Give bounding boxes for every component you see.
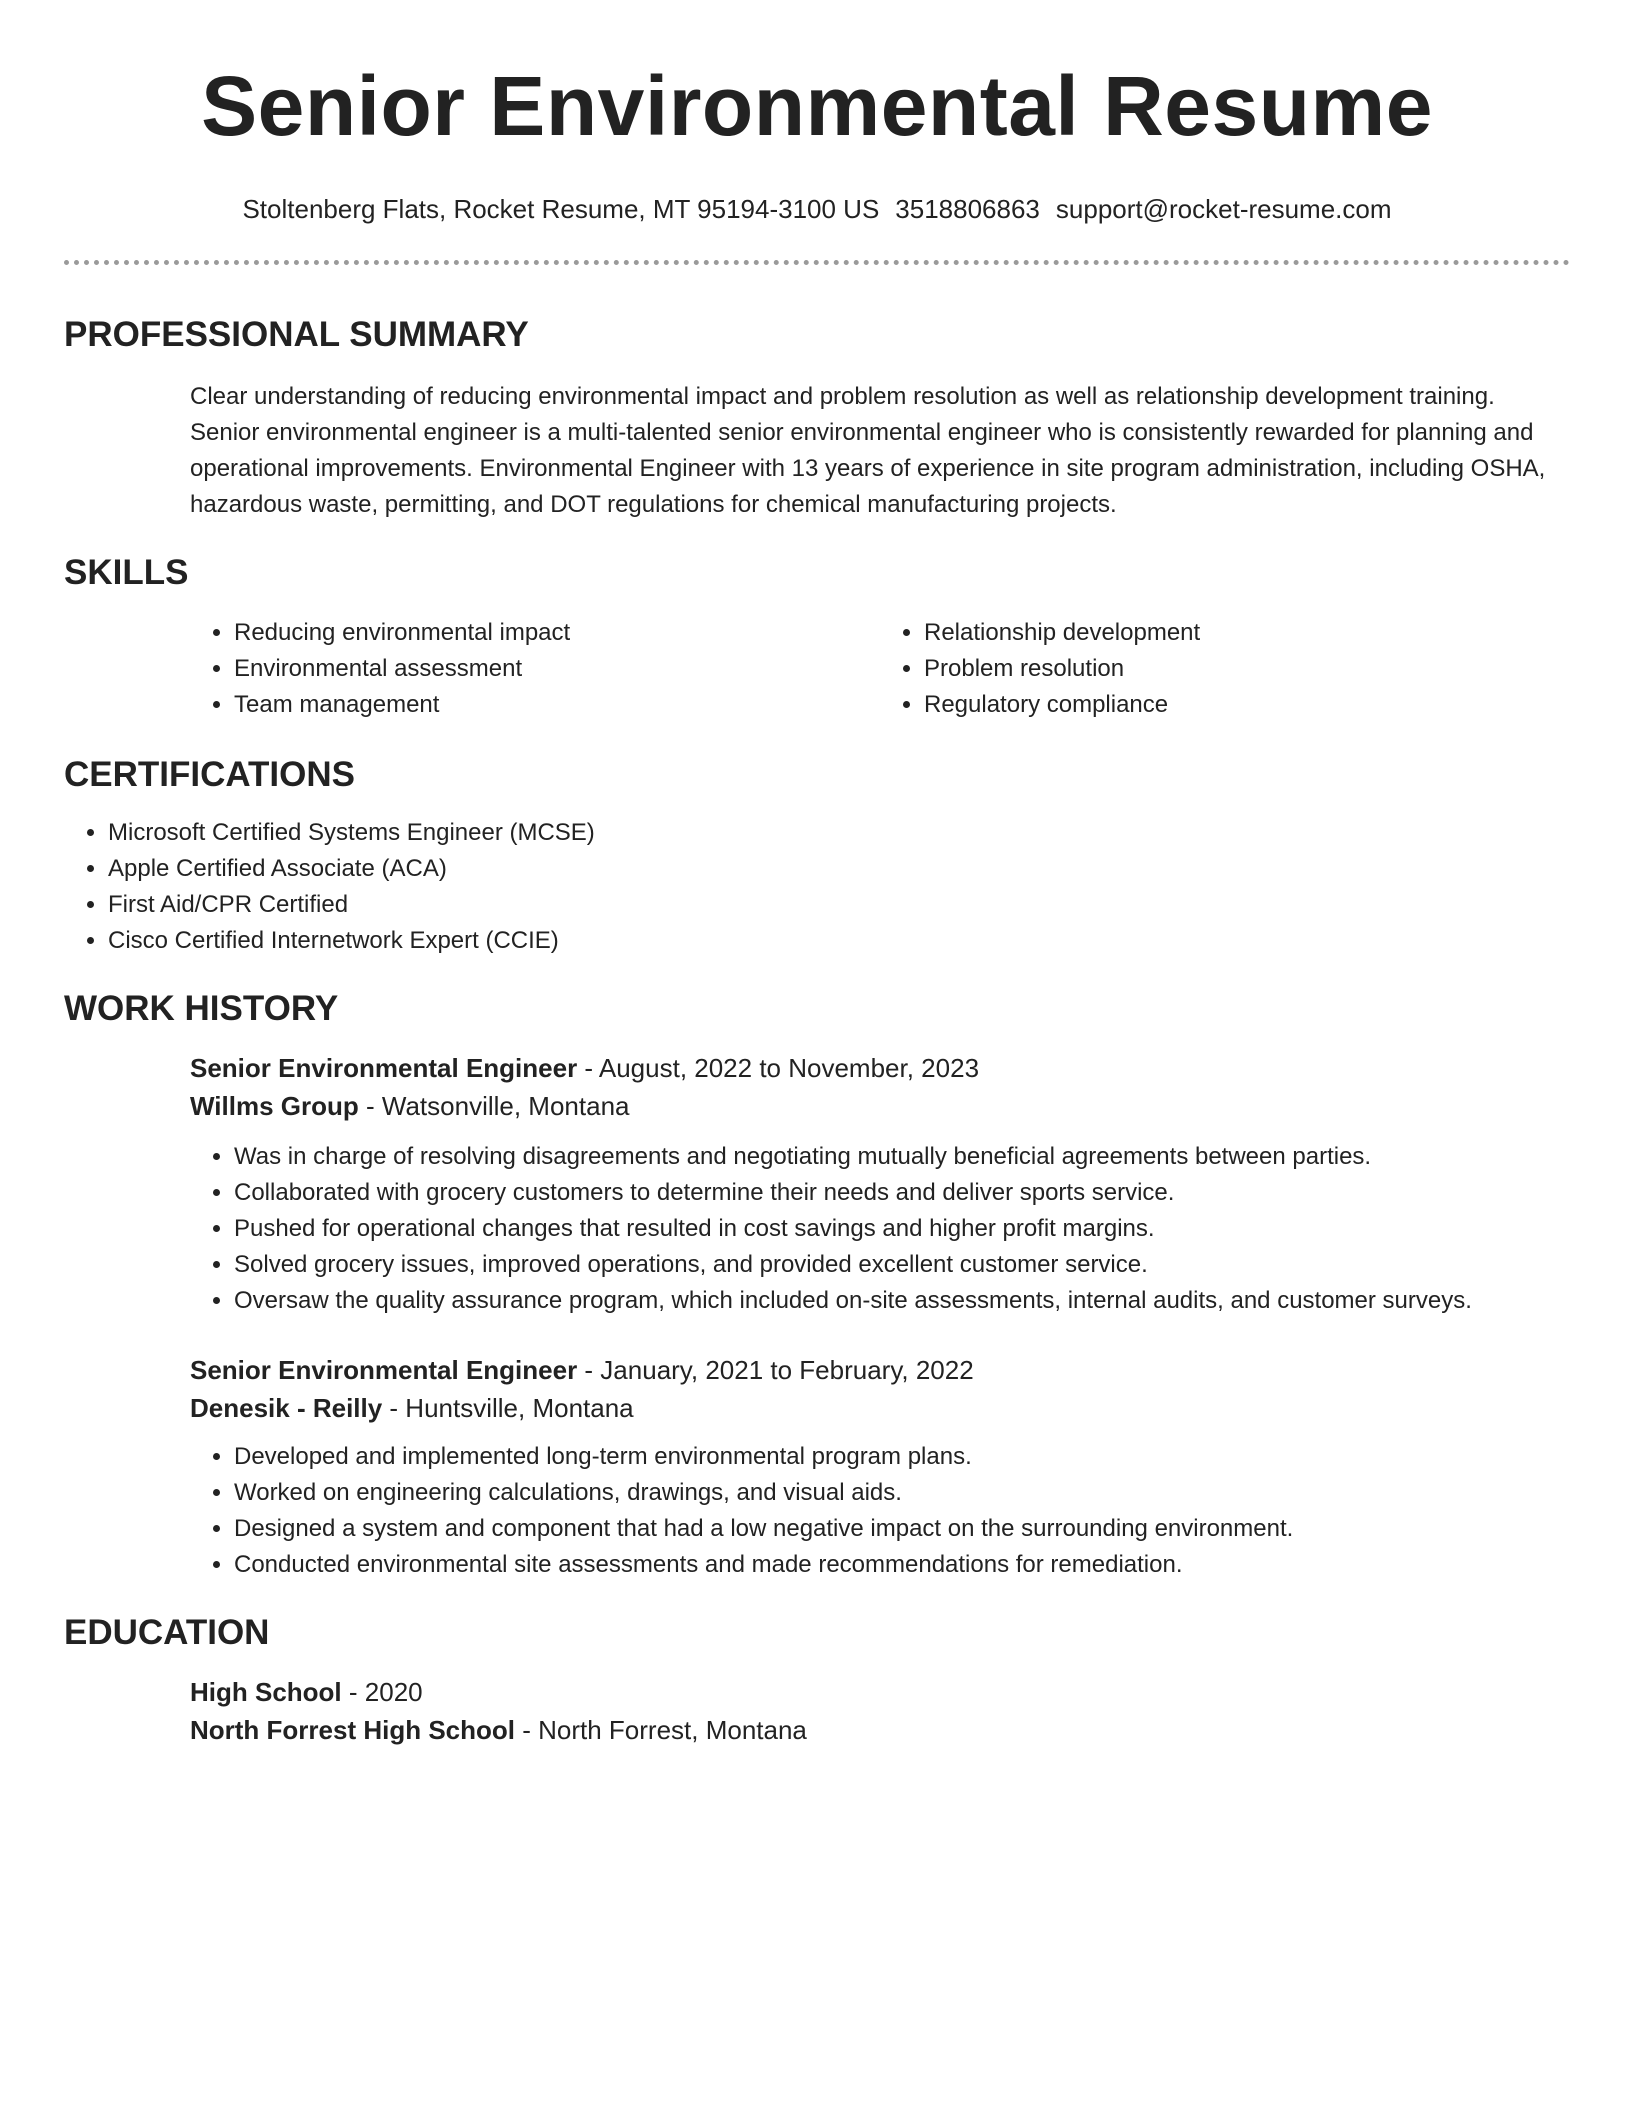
job-title-line xyxy=(190,1049,1570,1087)
job-bullet: • Was in charge of resolving disagreements and negotiating mutually beneficial agreements between parties. xyxy=(234,1139,1570,1175)
skill-item: • Reducing environmental impact xyxy=(234,615,880,651)
certification-item: • Microsoft Certified Systems Engineer (MCSE) xyxy=(108,815,1570,851)
certification-item: • Apple Certified Associate (ACA) xyxy=(108,851,1570,887)
job-bullet: • Designed a system and component that had a low negative impact on the surrounding environment. xyxy=(234,1511,1570,1547)
skill-item: • Relationship development xyxy=(924,615,1570,651)
certification-item: • Cisco Certified Internetwork Expert (CCIE) xyxy=(108,923,1570,959)
certification-item: • First Aid/CPR Certified xyxy=(108,887,1570,923)
skill-item: • Environmental assessment xyxy=(234,651,880,687)
contact-address: Stoltenberg Flats, Rocket Resume, MT 95194-3100 US xyxy=(242,194,880,224)
job-bullet: • Oversaw the quality assurance program, which included on-site assessments, internal audits, and customer surveys. xyxy=(234,1283,1570,1319)
job-title: Senior Environmental Engineer xyxy=(190,1053,578,1083)
job-location: - Watsonville, Montana xyxy=(358,1091,630,1121)
work-history-heading: WORK HISTORY xyxy=(64,989,339,1028)
work-history-section xyxy=(64,987,1570,1583)
skills-list-left xyxy=(190,615,880,723)
job-title: Senior Environmental Engineer xyxy=(190,1355,578,1385)
job-bullet: • Conducted environmental site assessments and made recommendations for remediation. xyxy=(234,1547,1570,1583)
header-divider xyxy=(64,260,1570,265)
certifications-section xyxy=(64,753,1570,959)
education-heading: EDUCATION xyxy=(64,1613,270,1652)
job-bullets xyxy=(190,1139,1570,1319)
skills-list-right xyxy=(880,615,1570,723)
education-school-line xyxy=(190,1711,1570,1749)
summary-heading: PROFESSIONAL SUMMARY xyxy=(64,315,529,354)
job-dates: - January, 2021 to February, 2022 xyxy=(577,1355,974,1385)
education-year: - 2020 xyxy=(341,1677,423,1707)
skills-heading: SKILLS xyxy=(64,553,189,592)
job-company-line xyxy=(190,1087,1570,1125)
job-bullet: • Collaborated with grocery customers to determine their needs and deliver sports service. xyxy=(234,1175,1570,1211)
job-company-line xyxy=(190,1389,1570,1427)
education-section xyxy=(64,1611,1570,1749)
certifications-heading: CERTIFICATIONS xyxy=(64,755,356,794)
education-entry xyxy=(190,1673,1570,1749)
skill-item: • Regulatory compliance xyxy=(924,687,1570,723)
job-company: Willms Group xyxy=(190,1091,359,1121)
job-bullet: • Solved grocery issues, improved operations, and provided excellent customer service. xyxy=(234,1247,1570,1283)
skill-item: • Team management xyxy=(234,687,880,723)
job-entry xyxy=(190,1351,1570,1583)
job-bullet: • Developed and implemented long-term environmental program plans. xyxy=(234,1439,1570,1475)
skill-item: • Problem resolution xyxy=(924,651,1570,687)
education-school: North Forrest High School xyxy=(190,1715,515,1745)
certifications-list xyxy=(64,815,1570,959)
skills-grid xyxy=(190,615,1570,723)
education-location: - North Forrest, Montana xyxy=(515,1715,807,1745)
resume-page xyxy=(64,0,1570,1749)
job-bullets xyxy=(190,1439,1570,1583)
job-entry xyxy=(190,1049,1570,1319)
job-company: Denesik - Reilly xyxy=(190,1393,383,1423)
education-degree-line xyxy=(190,1673,1570,1711)
contact-line xyxy=(64,192,1570,226)
job-title-line xyxy=(190,1351,1570,1389)
job-location: - Huntsville, Montana xyxy=(382,1393,634,1423)
contact-phone: 3518806863 xyxy=(895,194,1040,224)
skills-section xyxy=(64,551,1570,723)
job-bullet: • Worked on engineering calculations, drawings, and visual aids. xyxy=(234,1475,1570,1511)
job-dates: - August, 2022 to November, 2023 xyxy=(577,1053,980,1083)
summary-text: Clear understanding of reducing environmental impact and problem resolution as well as relationship development training. Senior environmental engineer is a multi-talented senior environmental engineer who is consistently rewarded for planning and operational improvements. Environmental Engineer with 13 years of experience in site program administration, including OSHA, hazardous waste, permitting, and DOT regulations for chemical manufacturing projects. xyxy=(190,383,1546,518)
job-bullet: • Pushed for operational changes that resulted in cost savings and higher profit margins. xyxy=(234,1211,1570,1247)
summary-section xyxy=(64,313,1570,523)
contact-email: support@rocket-resume.com xyxy=(1055,194,1392,224)
education-degree: High School xyxy=(190,1677,342,1707)
resume-title: Senior Environmental Resume xyxy=(201,59,1433,153)
